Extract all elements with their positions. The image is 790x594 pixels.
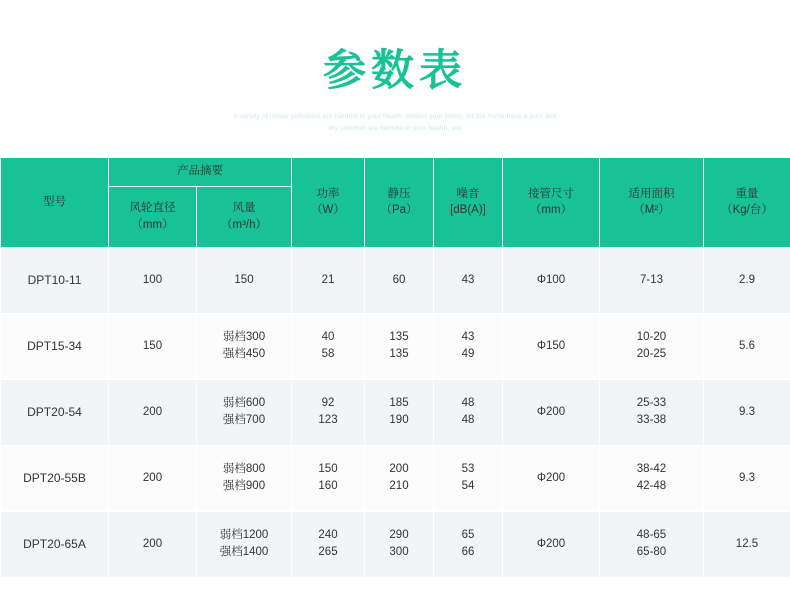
cell-pipe-size: Φ200 — [503, 511, 600, 577]
cell-pipe-size: Φ200 — [503, 379, 600, 445]
column-header-pipe-size-unit: （mm） — [529, 204, 573, 217]
cell-model: DPT20-65A — [1, 511, 109, 577]
column-header-power — [292, 157, 365, 247]
parameter-table — [0, 157, 790, 578]
cell-static-pressure: 200 210 — [365, 445, 434, 511]
column-header-wheel-diameter-unit: （mm） — [131, 218, 174, 231]
column-header-air-volume-label: 风量 — [232, 202, 256, 214]
cell-static-pressure: 185 190 — [365, 379, 434, 445]
cell-weight: 12.5 — [704, 511, 790, 577]
table-head — [1, 157, 790, 247]
cell-area: 10-20 20-25 — [600, 313, 704, 379]
column-header-group-summary: 产品摘要 — [109, 157, 292, 186]
column-header-power-unit: （W） — [311, 204, 345, 217]
cell-power: 21 — [292, 247, 365, 313]
cell-area: 7-13 — [600, 247, 704, 313]
cell-noise: 43 — [434, 247, 503, 313]
parameter-table-wrap — [0, 157, 790, 578]
column-header-wheel-diameter-label: 风轮直径 — [129, 202, 176, 214]
table-row — [1, 379, 790, 445]
column-header-area-unit: （M²） — [633, 204, 670, 217]
cell-area: 48-65 65-80 — [600, 511, 704, 577]
cell-noise: 43 49 — [434, 313, 503, 379]
cell-model: DPT20-55B — [1, 445, 109, 511]
column-header-weight — [704, 157, 790, 247]
cell-wheel-diameter: 200 — [109, 379, 197, 445]
cell-model: DPT20-54 — [1, 379, 109, 445]
column-header-pipe-size-label: 接管尺寸 — [528, 187, 574, 200]
cell-noise: 65 66 — [434, 511, 503, 577]
cell-static-pressure: 290 300 — [365, 511, 434, 577]
table-row — [1, 247, 790, 313]
table-row — [1, 445, 790, 511]
column-header-model-label: 型号 — [43, 195, 66, 208]
cell-air-volume: 弱档800 强档900 — [197, 445, 292, 511]
column-header-weight-label: 重量 — [735, 187, 759, 200]
cell-area: 25-33 33-38 — [600, 379, 704, 445]
cell-static-pressure: 60 — [365, 247, 434, 313]
cell-weight: 2.9 — [704, 247, 790, 313]
cell-pipe-size: Φ150 — [503, 313, 600, 379]
column-header-static-pressure-unit: （Pa） — [380, 204, 418, 217]
cell-wheel-diameter: 100 — [109, 247, 197, 313]
cell-noise: 48 48 — [434, 379, 503, 445]
table-head-row-group — [1, 157, 790, 186]
column-header-model — [1, 157, 109, 247]
subtitle-line-1: A variety of indoor pollutions are harmful to your health, protect your family, let the home have a pure and — [233, 113, 557, 121]
page-title: 参数表 — [323, 46, 467, 96]
cell-power: 240 265 — [292, 511, 365, 577]
column-header-area-label: 适用面积 — [628, 187, 675, 200]
column-header-wheel-diameter — [109, 186, 197, 247]
column-header-weight-unit: （Kg/台） — [721, 204, 773, 217]
column-header-noise-unit: [dB(A)] — [450, 204, 486, 217]
column-header-static-pressure — [365, 157, 434, 247]
cell-power: 150 160 — [292, 445, 365, 511]
cell-wheel-diameter: 150 — [109, 313, 197, 379]
cell-pipe-size: Φ200 — [503, 445, 600, 511]
cell-air-volume: 弱档300 强档450 — [197, 313, 292, 379]
column-header-power-label: 功率 — [316, 187, 340, 200]
cell-wheel-diameter: 200 — [109, 511, 197, 577]
cell-noise: 53 54 — [434, 445, 503, 511]
cell-power: 92 123 — [292, 379, 365, 445]
cell-air-volume: 弱档1200 强档1400 — [197, 511, 292, 577]
table-row — [1, 511, 790, 577]
subtitle-line-2: dry pollution are harmful to your health, pro — [328, 124, 462, 132]
column-header-noise — [434, 157, 503, 247]
column-header-air-volume-unit: （m³/h） — [221, 218, 267, 231]
cell-power: 40 58 — [292, 313, 365, 379]
table-body — [1, 247, 790, 577]
cell-static-pressure: 135 135 — [365, 313, 434, 379]
column-header-air-volume — [197, 186, 292, 247]
cell-weight: 5.6 — [704, 313, 790, 379]
table-row — [1, 313, 790, 379]
cell-air-volume: 150 — [197, 247, 292, 313]
cell-wheel-diameter: 200 — [109, 445, 197, 511]
column-header-noise-label: 噪音 — [456, 187, 480, 200]
cell-model: DPT10-11 — [1, 247, 109, 313]
cell-weight: 9.3 — [704, 445, 790, 511]
cell-pipe-size: Φ100 — [503, 247, 600, 313]
cell-weight: 9.3 — [704, 379, 790, 445]
page-subtitle — [0, 111, 790, 134]
cell-model: DPT15-34 — [1, 313, 109, 379]
cell-air-volume: 弱档600 强档700 — [197, 379, 292, 445]
column-header-area — [600, 157, 704, 247]
column-header-pipe-size — [503, 157, 600, 247]
cell-area: 38-42 42-48 — [600, 445, 704, 511]
column-header-static-pressure-label: 静压 — [387, 187, 411, 200]
